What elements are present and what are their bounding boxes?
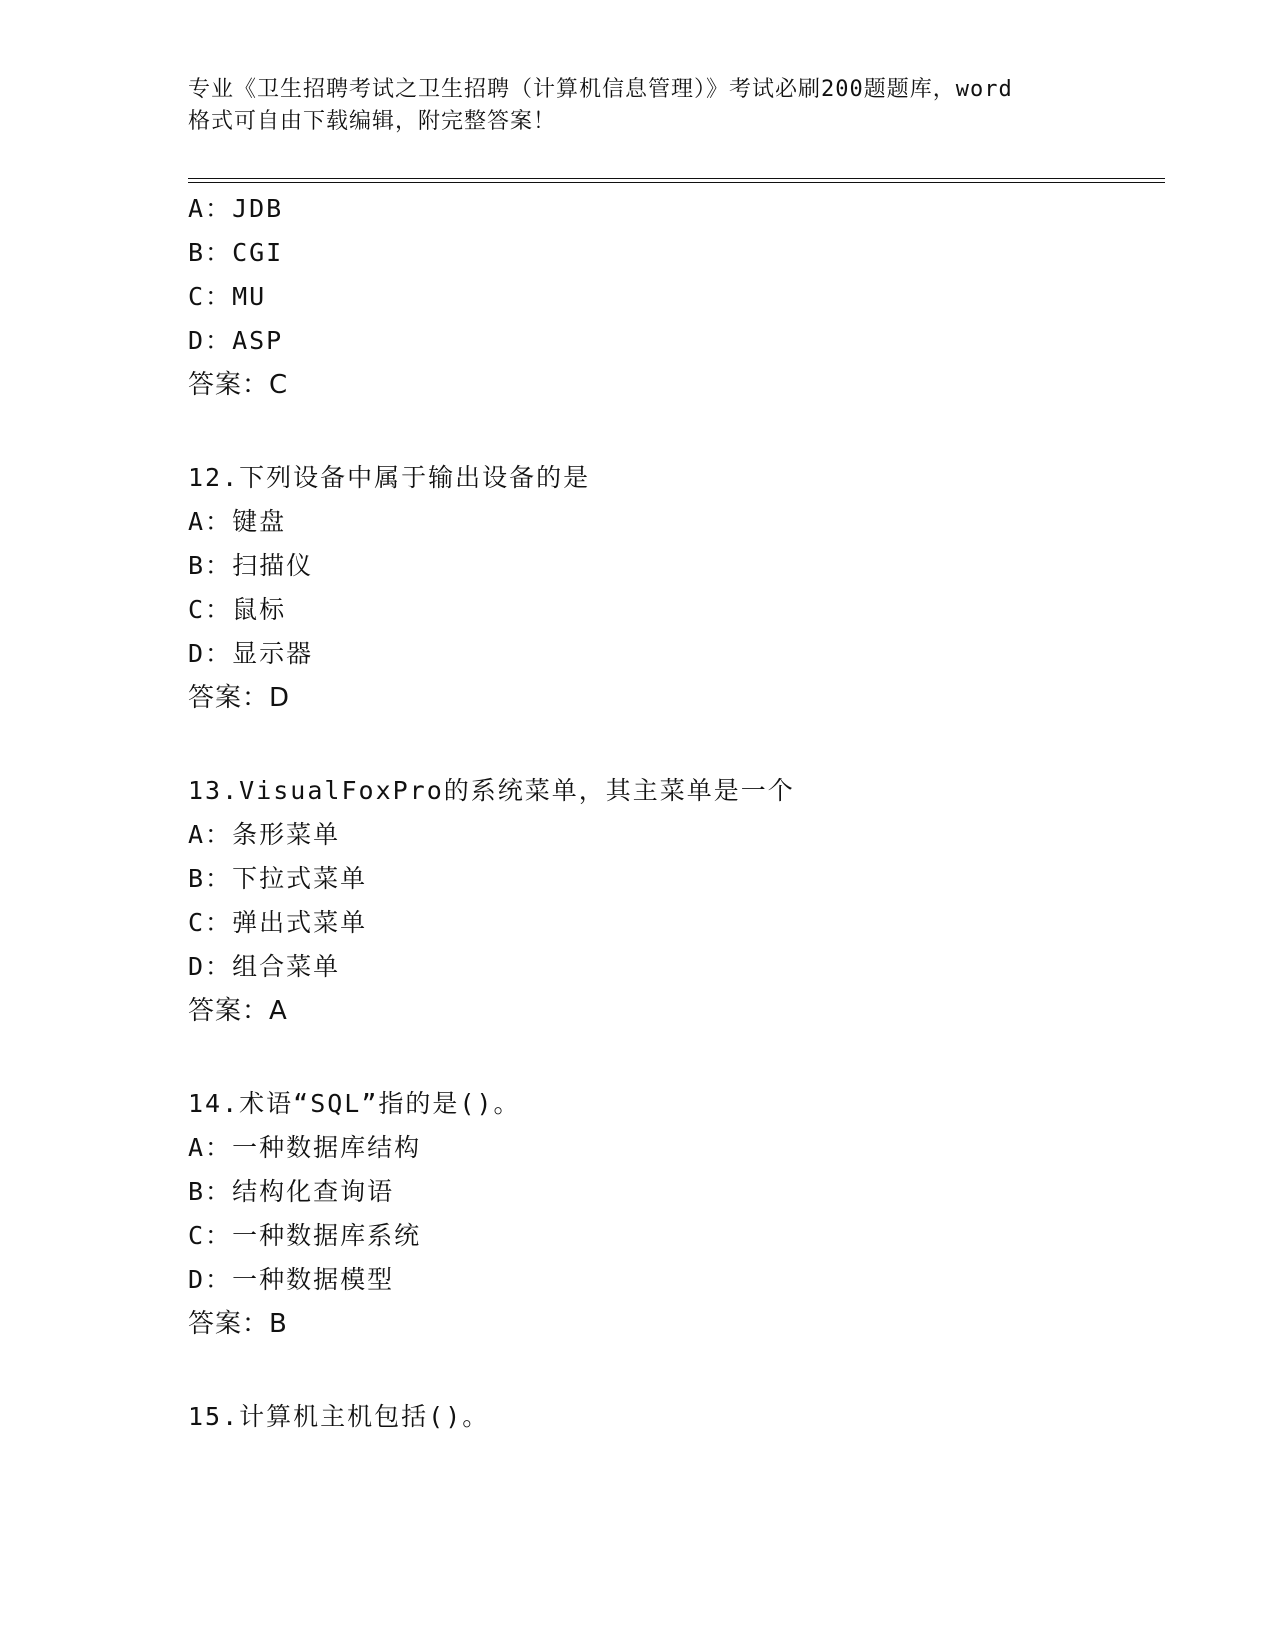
q13-answer: 答案：A	[188, 996, 288, 1026]
q13-option-c: C：弹出式菜单	[188, 908, 368, 937]
q13-option-d: D：组合菜单	[188, 952, 341, 981]
header-divider-bottom	[188, 182, 1165, 183]
q13-option-b: B：下拉式菜单	[188, 864, 368, 893]
q15-question: 15.计算机主机包括()。	[188, 1402, 490, 1431]
header-line-1: 专业《卫生招聘考试之卫生招聘（计算机信息管理）》考试必刷200题题库，word	[188, 77, 1013, 102]
q12-answer: 答案：D	[188, 683, 291, 713]
q11-answer: 答案：C	[188, 370, 289, 400]
q11-option-a: A：JDB	[188, 194, 284, 223]
q13-question: 13.VisualFoxPro的系统菜单，其主菜单是一个	[188, 776, 795, 805]
q14-option-c: C：一种数据库系统	[188, 1221, 422, 1250]
header-line-2: 格式可自由下载编辑，附完整答案！	[188, 109, 557, 134]
document-header	[188, 74, 1108, 138]
q14-option-b: B：结构化查询语	[188, 1177, 395, 1206]
q14-answer: 答案：B	[188, 1309, 288, 1339]
q11-option-c: C：MU	[188, 282, 267, 311]
q14-option-a: A：一种数据库结构	[188, 1133, 422, 1162]
q12-option-b: B：扫描仪	[188, 551, 314, 580]
q14-question: 14.术语“SQL”指的是()。	[188, 1089, 521, 1118]
q14-option-d: D：一种数据模型	[188, 1265, 395, 1294]
q12-question: 12.下列设备中属于输出设备的是	[188, 463, 591, 492]
q11-option-d: D：ASP	[188, 326, 284, 355]
q11-option-b: B：CGI	[188, 238, 284, 267]
q12-option-d: D：显示器	[188, 639, 314, 668]
q12-option-c: C：鼠标	[188, 595, 287, 624]
q12-option-a: A：键盘	[188, 507, 287, 536]
q13-option-a: A：条形菜单	[188, 820, 341, 849]
header-divider-top	[188, 178, 1165, 179]
